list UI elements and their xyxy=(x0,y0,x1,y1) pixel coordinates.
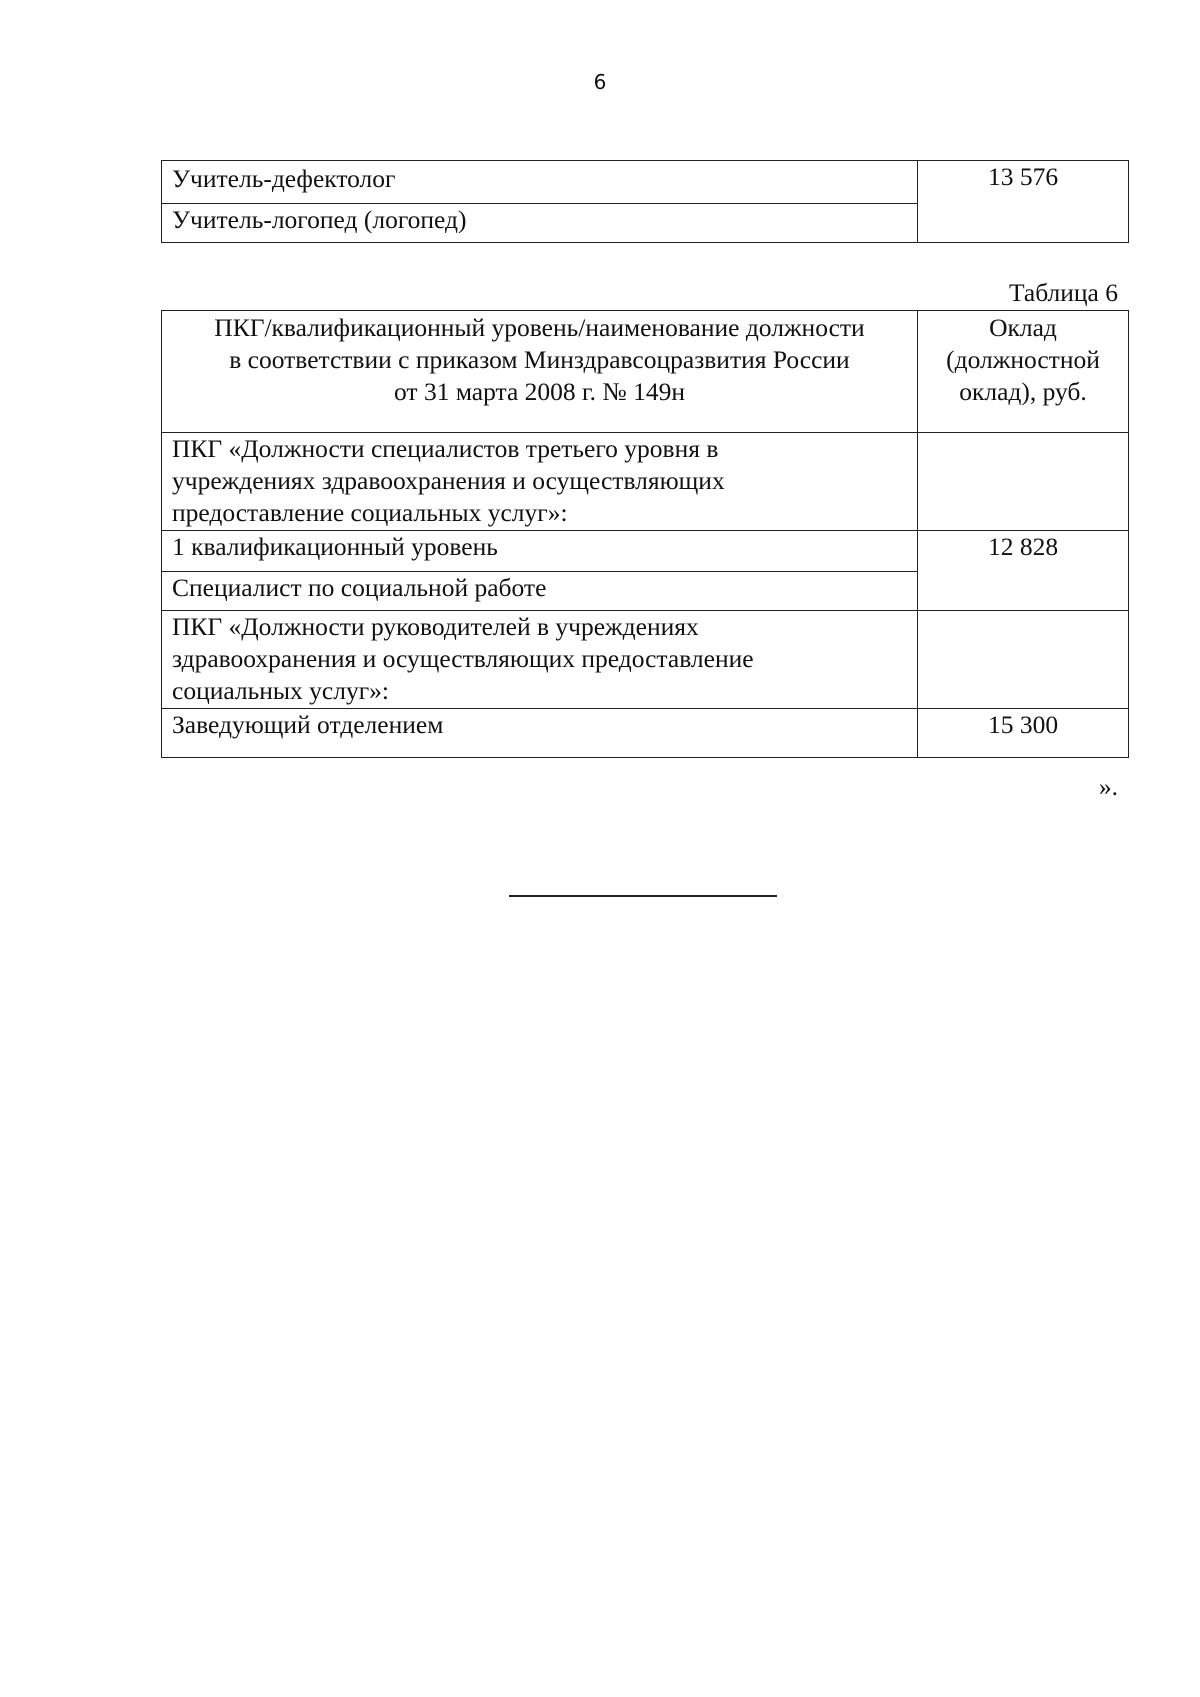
header-line: ПКГ/квалификационный уровень/наименование должности xyxy=(214,313,865,342)
page-number: 6 xyxy=(593,70,607,94)
group-title xyxy=(162,433,918,531)
salary-value: 13 576 xyxy=(918,161,1129,243)
qualification-level: 1 квалификационный уровень xyxy=(162,531,918,572)
header-line: в соответствии с приказом Минздравсоцразвития России xyxy=(229,345,850,374)
group-line: ПКГ «Должности специалистов третьего уровня в xyxy=(172,434,719,463)
group-row xyxy=(162,433,1129,531)
table-row xyxy=(162,531,1129,572)
table-caption: Таблица 6 xyxy=(1008,278,1118,307)
salary-table-6 xyxy=(161,310,1129,758)
group-line: социальных услуг»: xyxy=(172,676,389,705)
group-line: здравоохранения и осуществляющих предоставление xyxy=(172,644,754,673)
salary-value: 15 300 xyxy=(918,709,1129,758)
table-row xyxy=(162,709,1129,758)
empty-cell xyxy=(918,433,1129,531)
position-name: Учитель-логопед (логопед) xyxy=(162,204,918,243)
table-row xyxy=(162,161,1129,204)
header-position-column xyxy=(162,311,918,433)
group-title xyxy=(162,611,918,709)
header-salary-column xyxy=(918,311,1129,433)
header-line: от 31 марта 2008 г. № 149н xyxy=(394,377,685,406)
group-line: предоставление социальных услуг»: xyxy=(172,498,568,527)
end-of-document-rule xyxy=(509,895,777,897)
header-line: Оклад xyxy=(989,313,1057,342)
header-line: (должностной xyxy=(946,345,1100,374)
empty-cell xyxy=(918,611,1129,709)
salary-table-continued xyxy=(161,160,1129,243)
header-line: оклад), руб. xyxy=(959,377,1087,406)
group-row xyxy=(162,611,1129,709)
position-name: Специалист по социальной работе xyxy=(162,572,918,611)
position-name: Заведующий отделением xyxy=(162,709,918,758)
position-name: Учитель-дефектолог xyxy=(162,161,918,204)
group-line: учреждениях здравоохранения и осуществляющих xyxy=(172,466,725,495)
table-header-row xyxy=(162,311,1129,433)
group-line: ПКГ «Должности руководителей в учреждениях xyxy=(172,612,699,641)
closing-quote-mark: ». xyxy=(1098,772,1118,801)
salary-value: 12 828 xyxy=(918,531,1129,611)
